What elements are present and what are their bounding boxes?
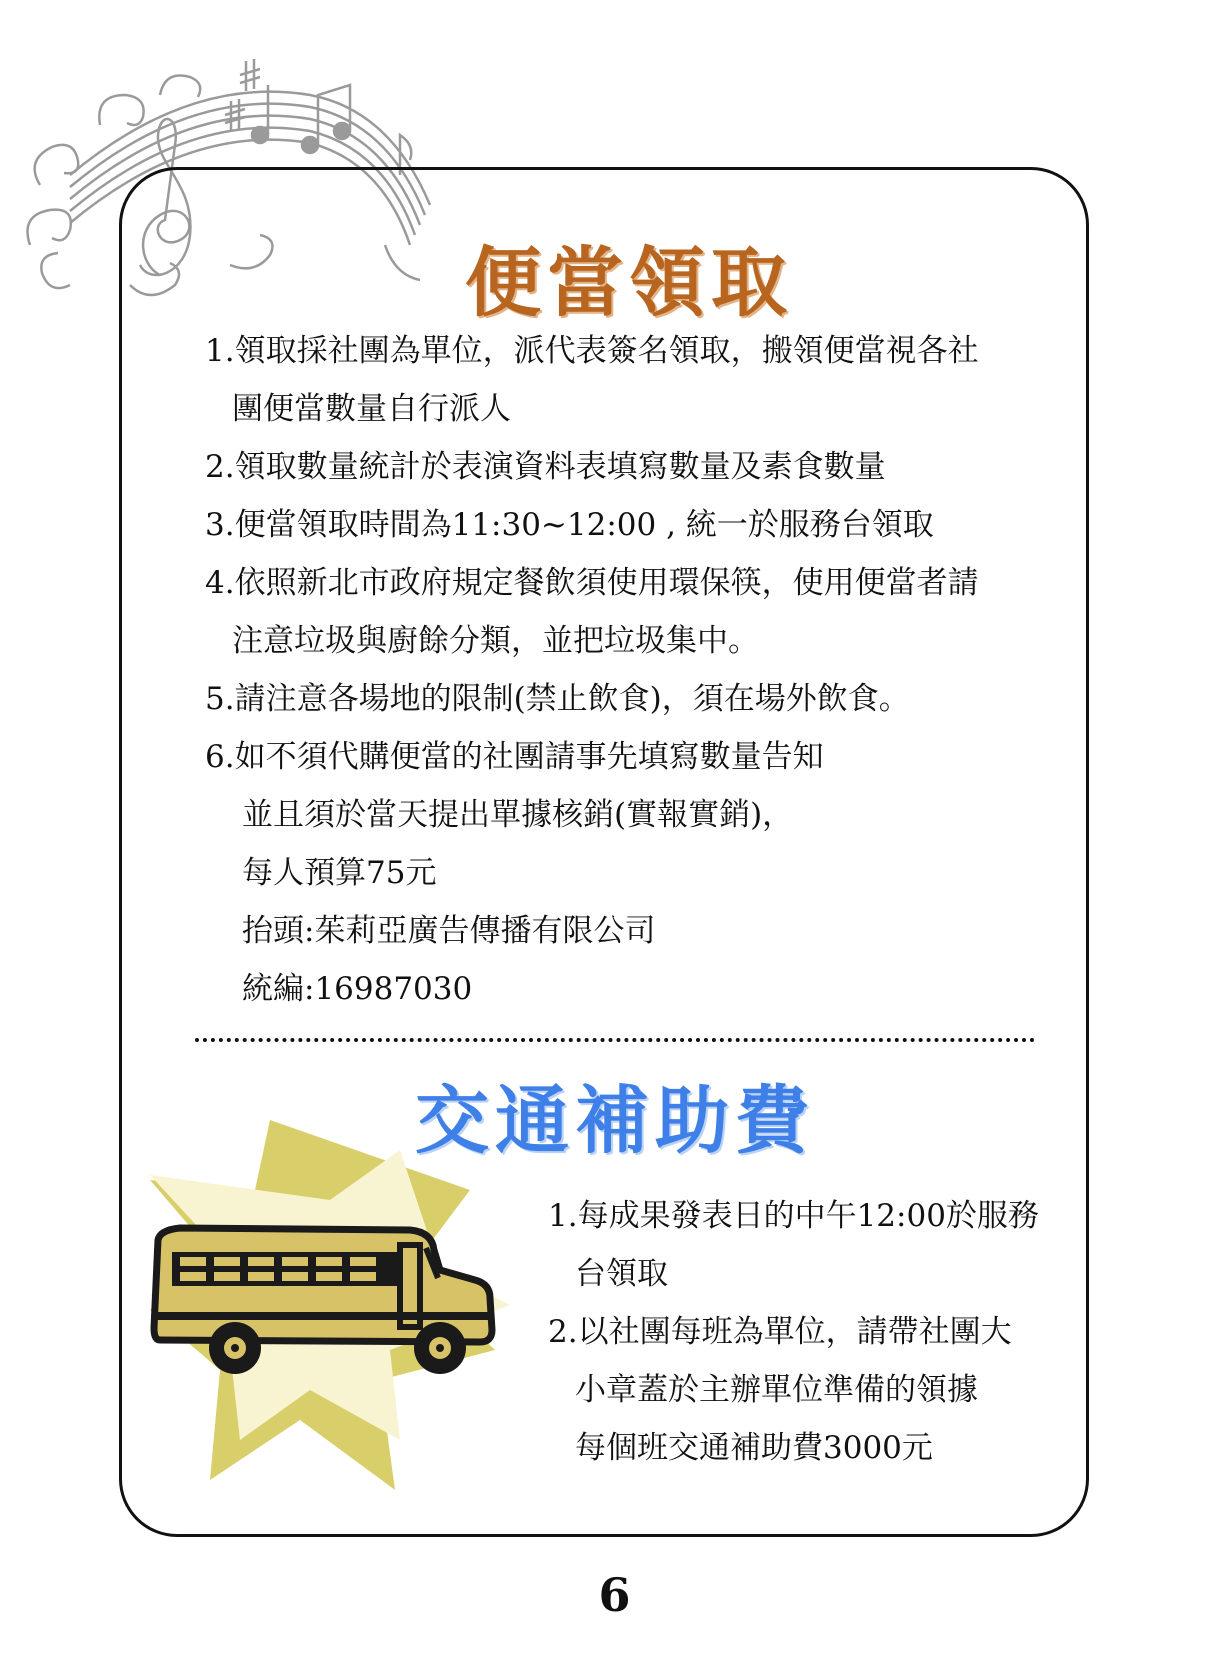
traffic-title: 交通補助費 [415,1078,815,1164]
traffic-item: 2.以社團每班為單位，請帶社團大 [548,1314,1012,1350]
bento-item: 注意垃圾與廚餘分類，並把垃圾集中。 [232,623,759,659]
traffic-item: 台領取 [575,1256,668,1292]
page-number: 6 [598,1568,631,1622]
traffic-item: 小章蓋於主辦單位準備的領據 [575,1372,978,1408]
bento-item: 每人預算75元 [242,855,437,891]
bento-item: 統編:16987030 [242,971,473,1007]
bento-item: 6.如不須代購便當的社團請事先填寫數量告知 [205,739,824,775]
traffic-item: 每個班交通補助費3000元 [575,1430,933,1466]
bento-item: 4.依照新北市政府規定餐飲須使用環保筷，使用便當者請 [205,565,979,601]
section-divider [195,1038,1035,1042]
bento-item: 並且須於當天提出單據核銷(實報實銷)， [242,797,794,833]
bento-item: 2.領取數量統計於表演資料表填寫數量及素食數量 [205,449,886,485]
bento-item: 1.領取採社團為單位，派代表簽名領取，搬領便當視各社 [205,333,979,369]
traffic-item: 1.每成果發表日的中午12:00於服務 [548,1198,1039,1234]
bento-title: 便當領取 [465,238,793,327]
bento-item: 3.便當領取時間為11:30~12:00 , 統一於服務台領取 [205,507,934,543]
bento-item: 團便當數量自行派人 [232,391,511,427]
bento-item: 抬頭:茱莉亞廣告傳播有限公司 [242,913,656,949]
bento-item: 5.請注意各場地的限制(禁止飲食)，須在場外飲食。 [205,681,910,717]
school-bus-icon [150,1120,520,1510]
